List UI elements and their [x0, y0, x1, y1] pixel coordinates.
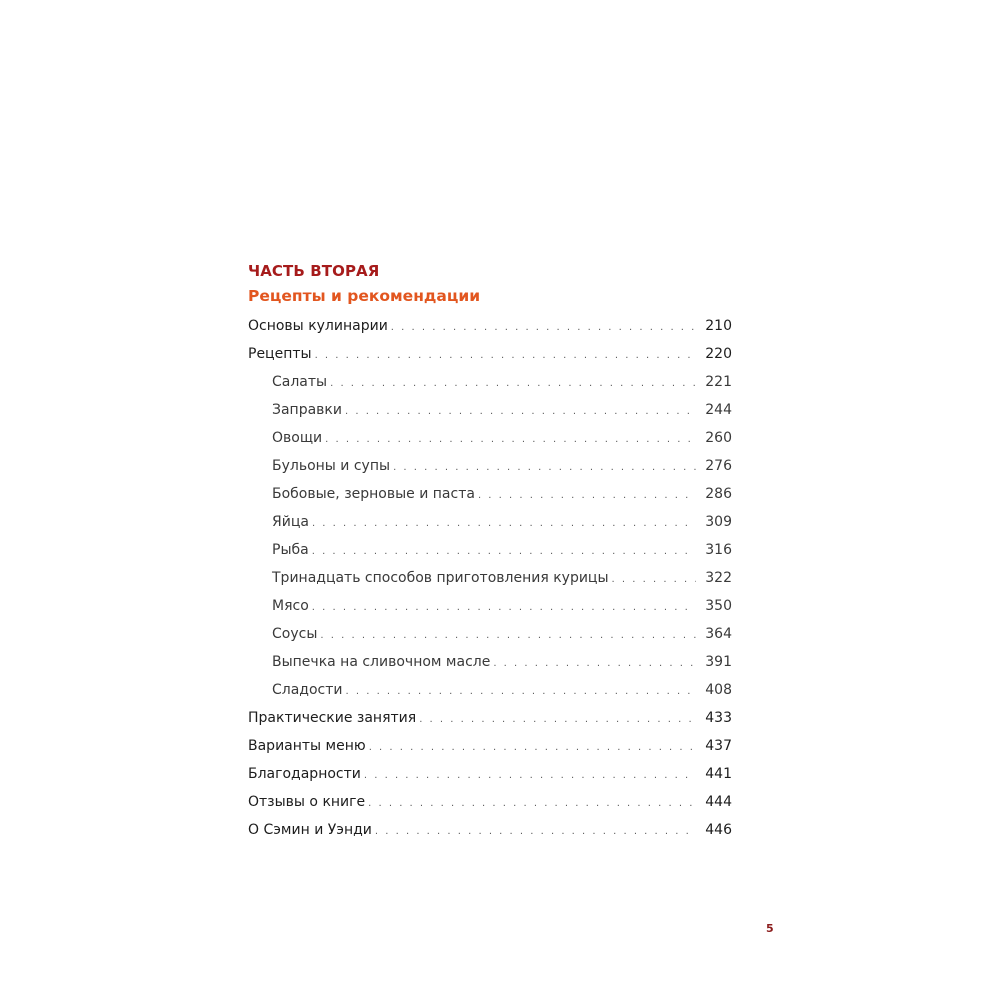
toc-entry-page-number: 350 — [705, 598, 732, 614]
toc-entry-page-number: 244 — [705, 402, 732, 418]
toc-entry-title: Отзывы о книге — [248, 794, 366, 810]
dot-leader — [391, 323, 696, 333]
dot-leader — [369, 743, 696, 753]
toc-entry[interactable] — [248, 794, 732, 822]
toc-entry-page-number: 441 — [705, 766, 732, 782]
toc-entry-page-number: 408 — [705, 682, 732, 698]
dot-leader — [478, 491, 696, 501]
toc-entry-title: Бобовые, зерновые и паста — [272, 486, 475, 502]
toc-entry-title: Благодарности — [248, 766, 361, 782]
toc-entry-page-number: 210 — [705, 318, 732, 334]
part-title: Рецепты и рекомендации — [248, 287, 481, 305]
toc-entry-page-number: 433 — [705, 710, 732, 726]
toc-entry[interactable] — [248, 542, 732, 570]
dot-leader — [493, 659, 696, 669]
toc-entry-page-number: 444 — [705, 794, 732, 810]
dot-leader — [320, 631, 696, 641]
dot-leader — [330, 379, 696, 389]
dot-leader — [312, 603, 696, 613]
toc-entries — [248, 318, 732, 850]
toc-entry-title: Тринадцать способов приготовления курицы — [272, 570, 609, 586]
toc-entry-title: Сладости — [272, 682, 343, 698]
page-number: 5 — [766, 922, 774, 935]
toc-entry-title: Овощи — [272, 430, 323, 446]
toc-entry-page-number: 276 — [705, 458, 732, 474]
dot-leader — [312, 519, 696, 529]
toc-entry[interactable] — [248, 514, 732, 542]
toc-entry-page-number: 322 — [705, 570, 732, 586]
dot-leader — [345, 407, 696, 417]
part-label: ЧАСТЬ ВТОРАЯ — [248, 262, 380, 280]
toc-entry[interactable] — [248, 766, 732, 794]
toc-entry-title: О Сэмин и Уэнди — [248, 822, 372, 838]
toc-entry[interactable] — [248, 598, 732, 626]
dot-leader — [368, 799, 696, 809]
toc-entry[interactable] — [248, 710, 732, 738]
toc-entry-title: Соусы — [272, 626, 318, 642]
dot-leader — [419, 715, 696, 725]
toc-entry[interactable] — [248, 682, 732, 710]
dot-leader — [375, 827, 696, 837]
toc-entry[interactable] — [248, 486, 732, 514]
toc-entry-title: Бульоны и супы — [272, 458, 391, 474]
toc-entry-title: Заправки — [272, 402, 342, 418]
toc-entry[interactable] — [248, 374, 732, 402]
toc-entry-page-number: 364 — [705, 626, 732, 642]
toc-entry-title: Рецепты — [248, 346, 312, 362]
toc-entry-title: Мясо — [272, 598, 309, 614]
toc-entry-page-number: 446 — [705, 822, 732, 838]
dot-leader — [364, 771, 696, 781]
toc-entry[interactable] — [248, 822, 732, 850]
dot-leader — [346, 687, 697, 697]
toc-entry[interactable] — [248, 654, 732, 682]
toc-entry-page-number: 316 — [705, 542, 732, 558]
dot-leader — [612, 575, 696, 585]
toc-entry[interactable] — [248, 458, 732, 486]
toc-entry-page-number: 391 — [705, 654, 732, 670]
toc-entry-page-number: 286 — [705, 486, 732, 502]
table-of-contents — [248, 262, 732, 850]
toc-entry-page-number: 309 — [705, 514, 732, 530]
toc-entry[interactable] — [248, 626, 732, 654]
toc-entry[interactable] — [248, 318, 732, 346]
dot-leader — [325, 435, 696, 445]
toc-entry-title: Рыба — [272, 542, 309, 558]
toc-entry-page-number: 260 — [705, 430, 732, 446]
toc-entry-page-number: 437 — [705, 738, 732, 754]
toc-entry-title: Выпечка на сливочном масле — [272, 654, 491, 670]
toc-entry[interactable] — [248, 346, 732, 374]
toc-entry[interactable] — [248, 402, 732, 430]
toc-entry[interactable] — [248, 570, 732, 598]
dot-leader — [312, 547, 696, 557]
toc-entry-page-number: 220 — [705, 346, 732, 362]
toc-entry[interactable] — [248, 738, 732, 766]
dot-leader — [315, 351, 696, 361]
toc-entry-title: Яйца — [272, 514, 309, 530]
toc-entry[interactable] — [248, 430, 732, 458]
dot-leader — [393, 463, 696, 473]
toc-entry-title: Практические занятия — [248, 710, 417, 726]
toc-entry-page-number: 221 — [705, 374, 732, 390]
toc-entry-title: Основы кулинарии — [248, 318, 388, 334]
toc-entry-title: Варианты меню — [248, 738, 366, 754]
toc-entry-title: Салаты — [272, 374, 328, 390]
